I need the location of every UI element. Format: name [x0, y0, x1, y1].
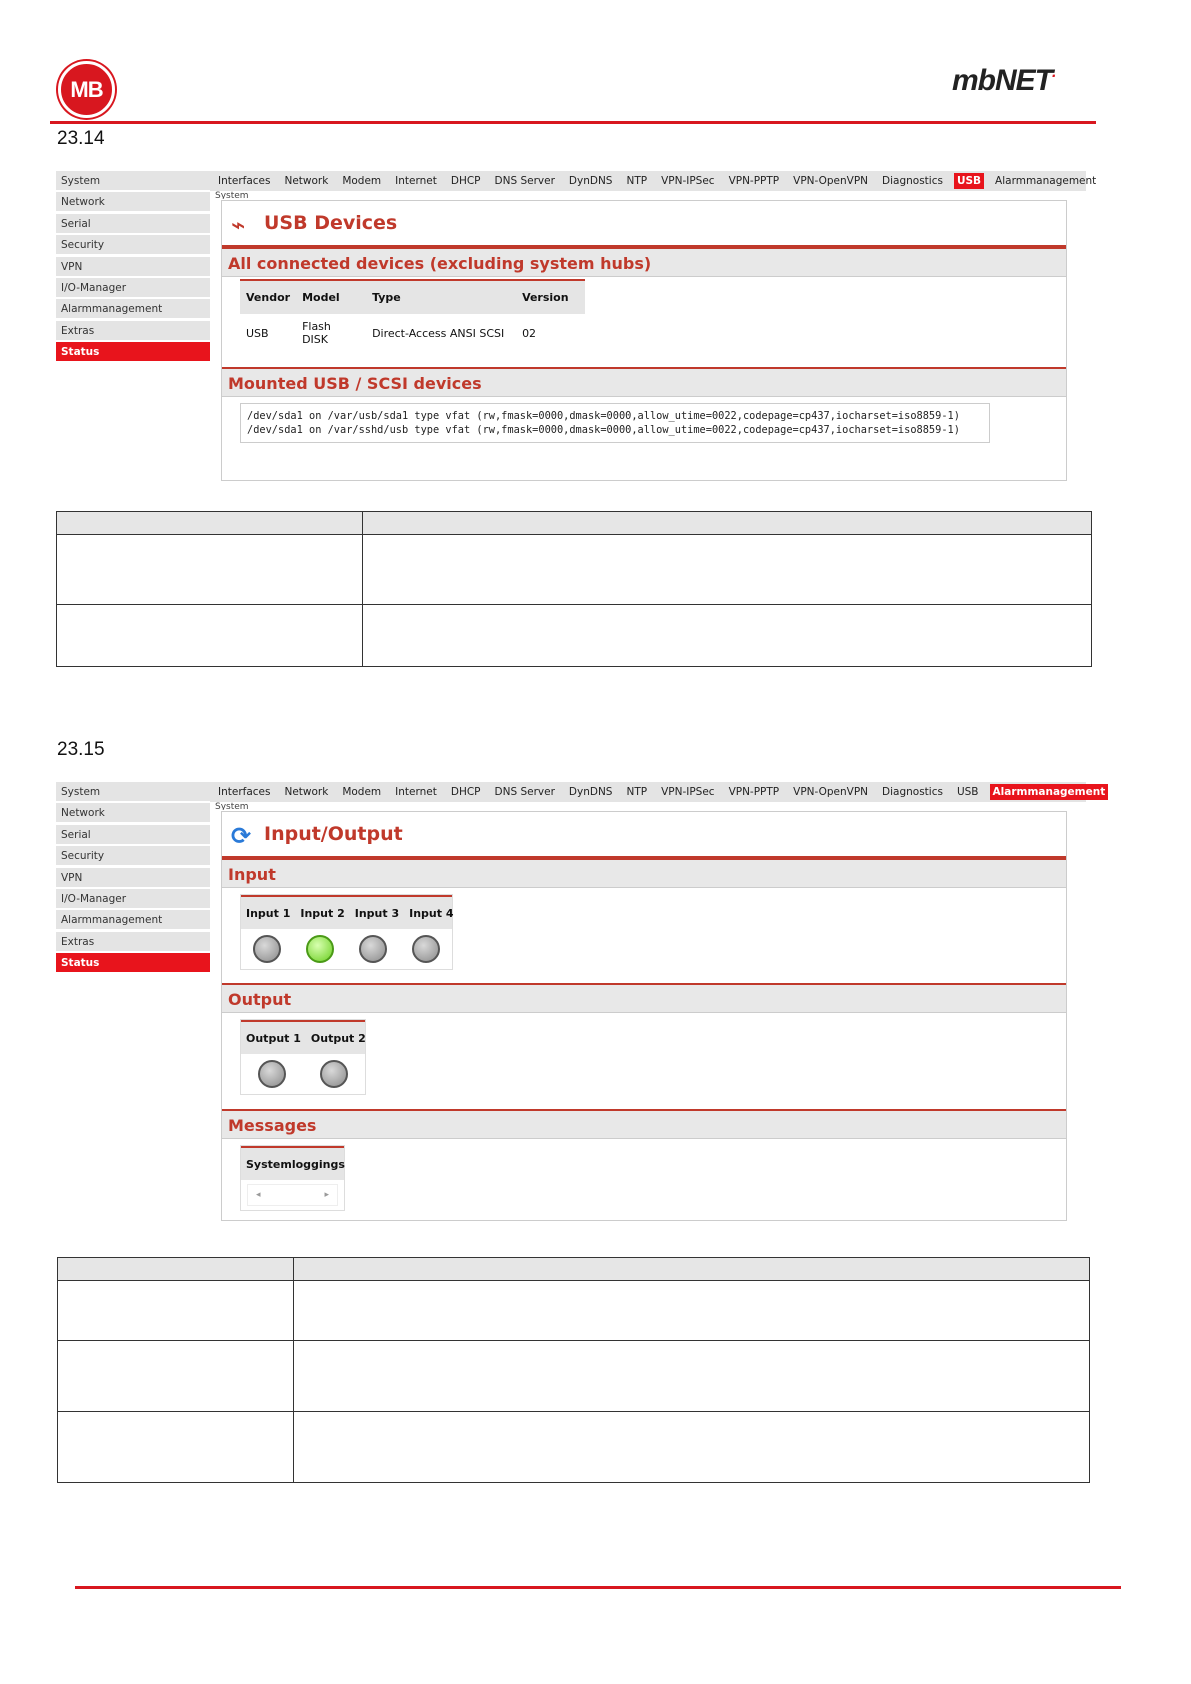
side-menu — [56, 171, 210, 364]
input-label: Input 4 — [409, 906, 454, 920]
output-status-box — [240, 1019, 366, 1095]
input-label: Input 2 — [300, 906, 345, 920]
menu-item-serial[interactable]: Serial — [56, 214, 210, 234]
table-row — [57, 605, 1092, 667]
mount-line: /dev/sda1 on /var/sshd/usb type vfat (rw,fmask=0000,dmask=0000,allow_utime=0022,codepage=cp437,iocharset=iso8859-1) — [247, 424, 960, 436]
tab-usb[interactable]: USB — [954, 173, 984, 189]
messages-box — [240, 1145, 345, 1211]
mbnet-logo-mark: . — [1052, 64, 1056, 81]
cell-vendor: USB — [246, 326, 269, 340]
tab-internet[interactable]: Internet — [395, 786, 437, 798]
menu-item-i-o-manager[interactable]: I/O-Manager — [56, 278, 210, 298]
input-led-icon — [359, 935, 387, 963]
menu-item-status[interactable]: Status — [56, 342, 210, 362]
menu-item-serial[interactable]: Serial — [56, 825, 210, 845]
cell-type: Direct-Access ANSI SCSI — [372, 326, 505, 340]
panel-title — [222, 201, 1066, 247]
input-heading: Input — [222, 858, 1066, 888]
mount-list — [240, 403, 990, 443]
usb-stick-icon: ⌁ — [231, 211, 246, 239]
menu-item-alarmmanagement[interactable]: Alarmmanagement — [56, 910, 210, 930]
usb-screenshot — [56, 171, 1097, 481]
footer-rule — [75, 1586, 1121, 1589]
menu-item-security[interactable]: Security — [56, 235, 210, 255]
header-rule — [50, 121, 1096, 124]
menu-item-network[interactable]: Network — [56, 803, 210, 823]
tab-bar — [210, 782, 1106, 802]
tab-internet[interactable]: Internet — [395, 175, 437, 187]
menu-item-extras[interactable]: Extras — [56, 321, 210, 341]
tab-dhcp[interactable]: DHCP — [450, 175, 481, 187]
menu-item-security[interactable]: Security — [56, 846, 210, 866]
output-label: Output 1 — [246, 1031, 301, 1045]
menu-item-vpn[interactable]: VPN — [56, 868, 210, 888]
section-number-1: 23.14 — [57, 128, 105, 149]
menu-item-status[interactable]: Status — [56, 953, 210, 973]
connected-devices-heading: All connected devices (excluding system hubs) — [222, 247, 1066, 277]
output-led-icon — [320, 1060, 348, 1088]
table-row — [58, 1412, 1090, 1483]
input-led-icon — [253, 935, 281, 963]
tab-modem[interactable]: Modem — [342, 175, 382, 187]
description-table-1 — [56, 511, 1092, 667]
scroll-right-icon[interactable]: ▸ — [324, 1190, 329, 1200]
section-number-2: 23.15 — [57, 739, 105, 760]
io-screenshot — [56, 782, 1106, 1222]
table-row — [57, 535, 1092, 605]
mounted-devices-heading: Mounted USB / SCSI devices — [222, 367, 1066, 397]
input-status-box — [240, 894, 453, 970]
panel-title — [222, 812, 1066, 858]
log-scrollbar[interactable] — [247, 1184, 338, 1206]
output-heading: Output — [222, 983, 1066, 1013]
tab-vpn-openvpn[interactable]: VPN-OpenVPN — [793, 175, 869, 187]
output-led-icon — [258, 1060, 286, 1088]
cell-version: 02 — [522, 326, 537, 340]
tab-dhcp[interactable]: DHCP — [450, 786, 481, 798]
tab-network[interactable]: Network — [284, 175, 329, 187]
tab-dns-server[interactable]: DNS Server — [494, 786, 555, 798]
side-menu — [56, 782, 210, 975]
mbnet-logo-text: mbNET — [952, 64, 1052, 97]
tab-interfaces[interactable]: Interfaces — [218, 786, 271, 798]
mbnet-logo — [952, 64, 1055, 98]
tab-vpn-openvpn[interactable]: VPN-OpenVPN — [793, 786, 869, 798]
input-label: Input 1 — [246, 906, 291, 920]
usb-device-table — [240, 279, 585, 352]
tab-usb[interactable]: USB — [956, 786, 979, 798]
tab-interfaces[interactable]: Interfaces — [218, 175, 271, 187]
tab-modem[interactable]: Modem — [342, 786, 382, 798]
scroll-left-icon[interactable]: ◂ — [256, 1190, 261, 1200]
table-row — [58, 1341, 1090, 1412]
tab-alarmmanagement[interactable]: Alarmmanagement — [995, 175, 1097, 187]
breadcrumb: System — [215, 802, 249, 810]
menu-item-alarmmanagement[interactable]: Alarmmanagement — [56, 299, 210, 319]
cell-model: Flash DISK — [302, 320, 331, 346]
description-table-2 — [57, 1257, 1090, 1483]
systemloggings-header: Systemloggings — [246, 1157, 345, 1171]
table-row — [240, 314, 585, 352]
panel-title-text: USB Devices — [264, 212, 398, 234]
menu-item-vpn[interactable]: VPN — [56, 257, 210, 277]
io-panel — [221, 811, 1067, 1221]
tab-vpn-pptp[interactable]: VPN-PPTP — [728, 786, 780, 798]
output-label: Output 2 — [310, 1031, 366, 1045]
panel-title-text: Input/Output — [264, 823, 403, 845]
tab-bar — [210, 171, 1097, 191]
tab-vpn-ipsec[interactable]: VPN-IPSec — [661, 175, 715, 187]
menu-item-network[interactable]: Network — [56, 192, 210, 212]
tab-alarmmanagement[interactable]: Alarmmanagement — [990, 784, 1109, 800]
mount-line: /dev/sda1 on /var/usb/sda1 type vfat (rw,fmask=0000,dmask=0000,allow_utime=0022,codepage=cp437,iocharset=iso8859-1) — [247, 410, 960, 422]
tab-dns-server[interactable]: DNS Server — [494, 175, 555, 187]
input-label: Input 3 — [354, 906, 400, 920]
col-model: Model — [296, 280, 366, 314]
menu-item-system[interactable]: System — [56, 171, 210, 191]
menu-item-i-o-manager[interactable]: I/O-Manager — [56, 889, 210, 909]
tab-ntp[interactable]: NTP — [626, 786, 648, 798]
tab-diagnostics[interactable]: Diagnostics — [882, 786, 943, 798]
tab-dyndns[interactable]: DynDNS — [568, 175, 613, 187]
tab-ntp[interactable]: NTP — [626, 175, 648, 187]
usb-devices-panel — [221, 200, 1067, 481]
tab-dyndns[interactable]: DynDNS — [568, 786, 613, 798]
col-type: Type — [366, 280, 516, 314]
menu-item-system[interactable]: System — [56, 782, 210, 802]
messages-heading: Messages — [222, 1109, 1066, 1139]
col-version: Version — [516, 280, 585, 314]
input-led-icon — [306, 935, 334, 963]
tab-vpn-ipsec[interactable]: VPN-IPSec — [661, 786, 715, 798]
mb-logo: MB — [58, 61, 115, 118]
tab-diagnostics[interactable]: Diagnostics — [882, 175, 943, 187]
input-led-icon — [412, 935, 440, 963]
tab-vpn-pptp[interactable]: VPN-PPTP — [728, 175, 780, 187]
breadcrumb: System — [215, 191, 249, 199]
col-vendor: Vendor — [240, 280, 296, 314]
refresh-icon: ⟳ — [231, 822, 252, 850]
menu-item-extras[interactable]: Extras — [56, 932, 210, 952]
tab-network[interactable]: Network — [284, 786, 329, 798]
table-row — [58, 1281, 1090, 1341]
